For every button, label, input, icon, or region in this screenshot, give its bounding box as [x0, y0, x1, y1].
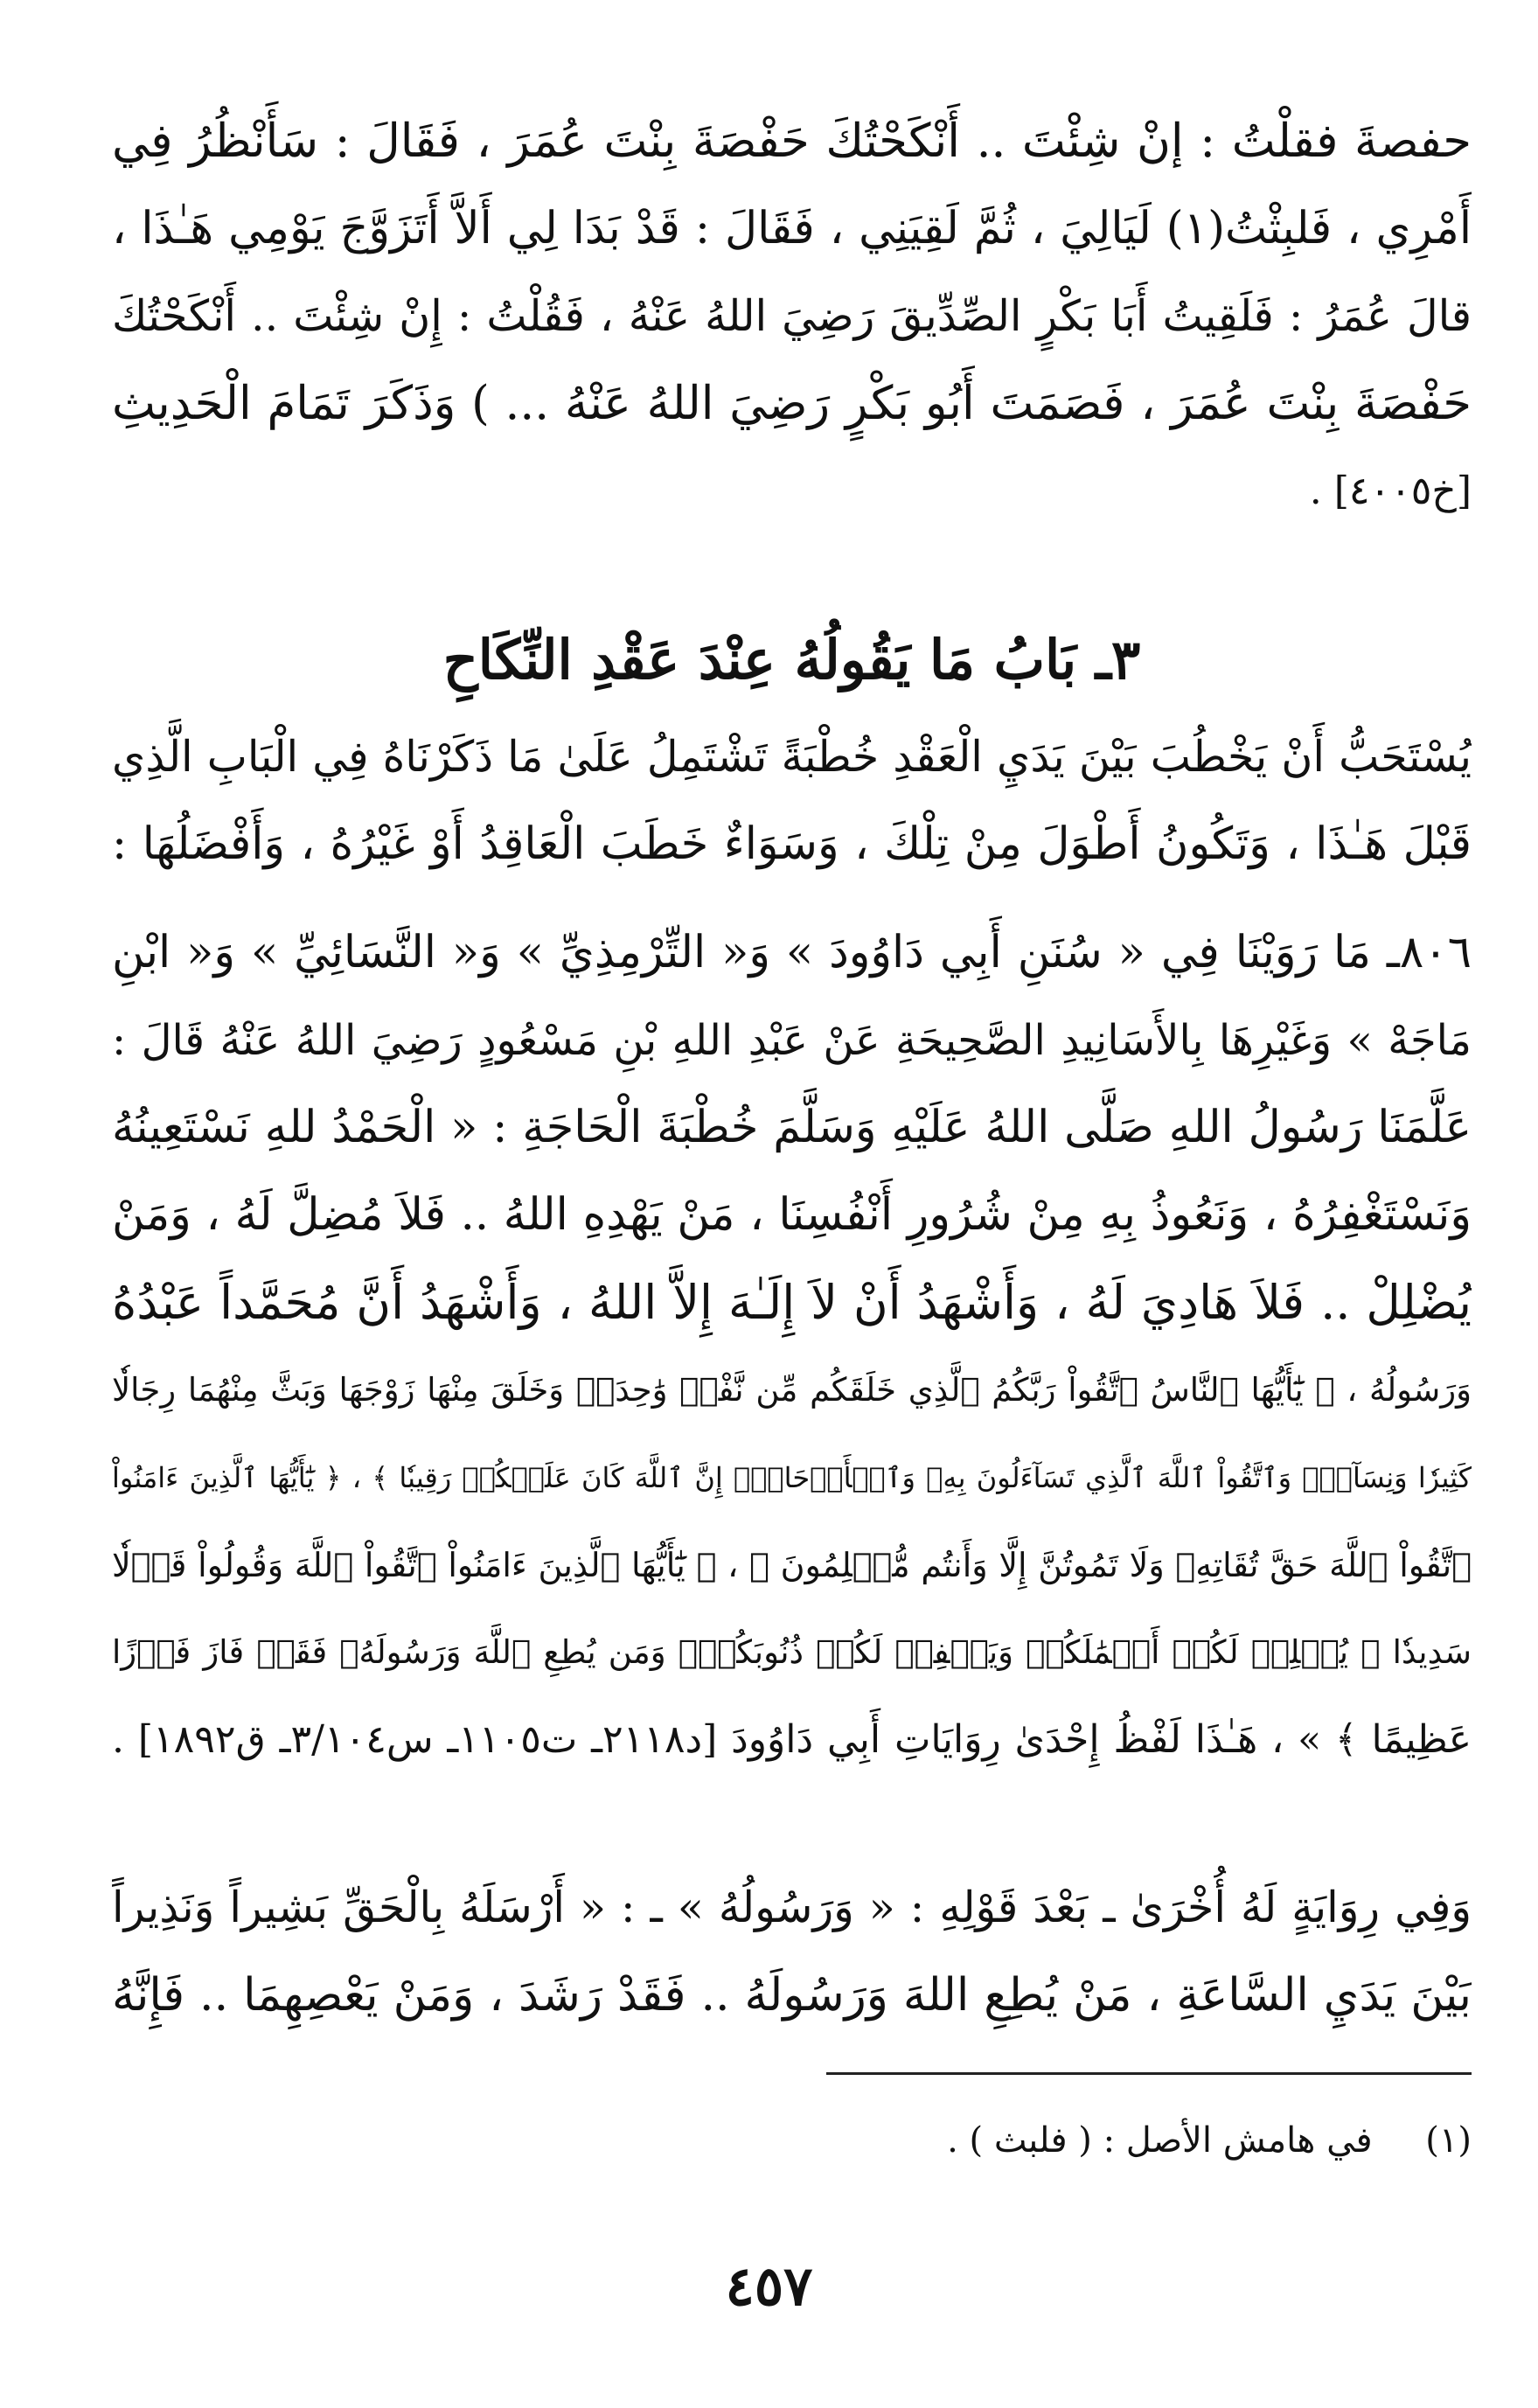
text-line: قَبْلَ هَـٰذَا ، وَتَكُونُ أَطْوَلَ مِنْ تِلْكَ ، وَسَوَاءٌ خَطَبَ الْعَاقِدُ أَوْ غَيْرُهُ ، وَأَفْضَلُهَا : — [112, 818, 1472, 870]
text-line: يُضْلِلْ .. فَلاَ هَادِيَ لَهُ ، وَأَشْهَدُ أَنْ لاَ إِلَـٰهَ إِلاَّ اللهُ ، وَأَشْهَدُ أَنَّ مُحَمَّداً عَبْدُهُ — [112, 1275, 1472, 1330]
text-line: عَظِيمًا ﴾ » ، هَـٰذَا لَفْظُ إِحْدَىٰ رِوَايَاتِ أَبِي دَاوُودَ [د٢١١٨ـ ت١١٠٥ـ س٣/١٠٤ـ ق١٨٩٢] . — [112, 1717, 1472, 1762]
text-line: مَاجَهْ » وَغَيْرِهَا بِالأَسَانِيدِ الصَّحِيحَةِ عَنْ عَبْدِ اللهِ بْنِ مَسْعُودٍ رَضِيَ اللهُ عَنْهُ قَالَ : — [112, 1016, 1472, 1065]
paragraph-hadith-806 — [112, 909, 1472, 1784]
paragraph-other-narration — [112, 1864, 1472, 2039]
paragraph-continuation — [112, 98, 1472, 535]
text-line: وَفِي رِوَايَةٍ لَهُ أُخْرَىٰ ـ بَعْدَ قَوْلِهِ : « وَرَسُولُهُ » ـ : « أَرْسَلَهُ بِالْحَقِّ بَشِيراً وَنَذِيراً — [112, 1883, 1472, 1932]
text-line: أَمْرِي ، فَلبِثْتُ(١) لَيَالِيَ ، ثُمَّ لَقِيَنِي ، فَقَالَ : قَدْ بَدَا لِي أَلاَّ أَتَزَوَّجَ يَوْمِي هَـٰذَا ، — [112, 203, 1472, 254]
chapter-heading: ٣ـ بَابُ مَا يَقُولُهُ عِنْدَ عَقْدِ النِّكَاحِ — [442, 628, 1141, 692]
quran-verse-line: ٱتَّقُواْ ٱللَّهَ حَقَّ تُقَاتِهِۦ وَلَا تَمُوتُنَّ إِلَّا وَأَنتُم مُّسۡلِمُونَ ﴾ ، ﴿ يَٰٓأَيُّهَا ٱلَّذِينَ ءَامَنُواْ ٱتَّقُواْ ٱللَّهَ وَقُولُواْ قَوۡلٗا — [112, 1546, 1472, 1584]
text-line: حَفْصَةَ بِنْتَ عُمَرَ ، فَصَمَتَ أَبُو بَكْرٍ رَضِيَ اللهُ عَنْهُ ... ) وَذَكَرَ تَمَامَ الْحَدِيثِ — [112, 377, 1472, 430]
text-line: حفصةَ فقلْتُ : إنْ شِئْتَ .. أَنْكَحْتُكَ حَفْصَةَ بِنْتَ عُمَرَ ، فَقَالَ : سَأَنْظُرُ فِي — [112, 115, 1472, 168]
footnote-text: في هامش الأصل : ( فلبث ) . — [947, 2120, 1373, 2161]
text-line: [خ٤٠٠٥] . — [1309, 469, 1472, 513]
footnote — [525, 2114, 1472, 2167]
text-line: عَلَّمَنَا رَسُولُ اللهِ صَلَّى اللهُ عَلَيْهِ وَسَلَّمَ خُطْبَةَ الْحَاجَةِ : « الْحَمْدُ للهِ نَسْتَعِينُهُ — [112, 1102, 1472, 1153]
text-line: قالَ عُمَرُ : فَلَقِيتُ أَبَا بَكْرٍ الصِّدِّيقَ رَضِيَ اللهُ عَنْهُ ، فَقُلْتُ : إِنْ شِئْتَ .. أَنْكَحْتُكَ — [112, 291, 1472, 341]
quran-verse-line: كَثِيرٗا وَنِسَآءٗۚ وَٱتَّقُواْ ٱللَّهَ ٱلَّذِي تَسَآءَلُونَ بِهِۦ وَٱلۡأَرۡحَامَۚ إِنَّ ٱللَّهَ كَانَ عَلَيۡكُمۡ رَقِيبٗا ﴾ ، ﴿ يَٰٓأَيُّهَا ٱلَّذِينَ ءَامَنُواْ — [112, 1461, 1472, 1494]
text-line: وَنَسْتَغْفِرُهُ ، وَنَعُوذُ بِهِ مِنْ شُرُورِ أَنْفُسِنَا ، مَنْ يَهْدِهِ اللهُ .. فَلاَ مُضِلَّ لَهُ ، وَمَنْ — [112, 1189, 1472, 1241]
text-line: بَيْنَ يَدَيِ السَّاعَةِ ، مَنْ يُطِعِ اللهَ وَرَسُولَهُ .. فَقَدْ رَشَدَ ، وَمَنْ يَعْصِهِمَا .. فَإِنَّهُ — [112, 1969, 1472, 2022]
quran-verse-line: وَرَسُولُهُ ، ﴿ يَٰٓأَيُّهَا ٱلنَّاسُ ٱتَّقُواْ رَبَّكُمُ ٱلَّذِي خَلَقَكُم مِّن نَّفْسٖ وَٰحِدَةٖ وَخَلَقَ مِنْهَا زَوْجَهَا وَبَثَّ مِنْهُمَا رِجَالٗا — [112, 1371, 1472, 1409]
page-number: ٤٥٧ — [725, 2254, 813, 2318]
footnote-divider — [826, 2072, 1472, 2075]
text-line: يُسْتَحَبُّ أَنْ يَخْطُبَ بَيْنَ يَدَيِ الْعَقْدِ خُطْبَةً تَشْتَمِلُ عَلَىٰ مَا ذَكَرْنَاهُ فِي الْبَابِ الَّذِي — [112, 732, 1472, 782]
text-line: ٨٠٦ـ مَا رَوَيْنَا فِي « سُنَنِ أَبِي دَاوُودَ » وَ« التِّرْمِذِيِّ » وَ« النَّسَائِيِّ » وَ« ابْنِ — [112, 927, 1472, 978]
quran-verse-line: سَدِيدٗا ۞ يُصۡلِحۡ لَكُمۡ أَعۡمَٰلَكُمۡ وَيَغۡفِرۡ لَكُمۡ ذُنُوبَكُمۡۗ وَمَن يُطِعِ ٱللَّهَ وَرَسُولَهُۥ فَقَدۡ فَازَ فَوۡزًا — [112, 1633, 1472, 1671]
footnote-number: (١) — [1425, 2120, 1472, 2161]
paragraph-intro — [112, 713, 1472, 888]
